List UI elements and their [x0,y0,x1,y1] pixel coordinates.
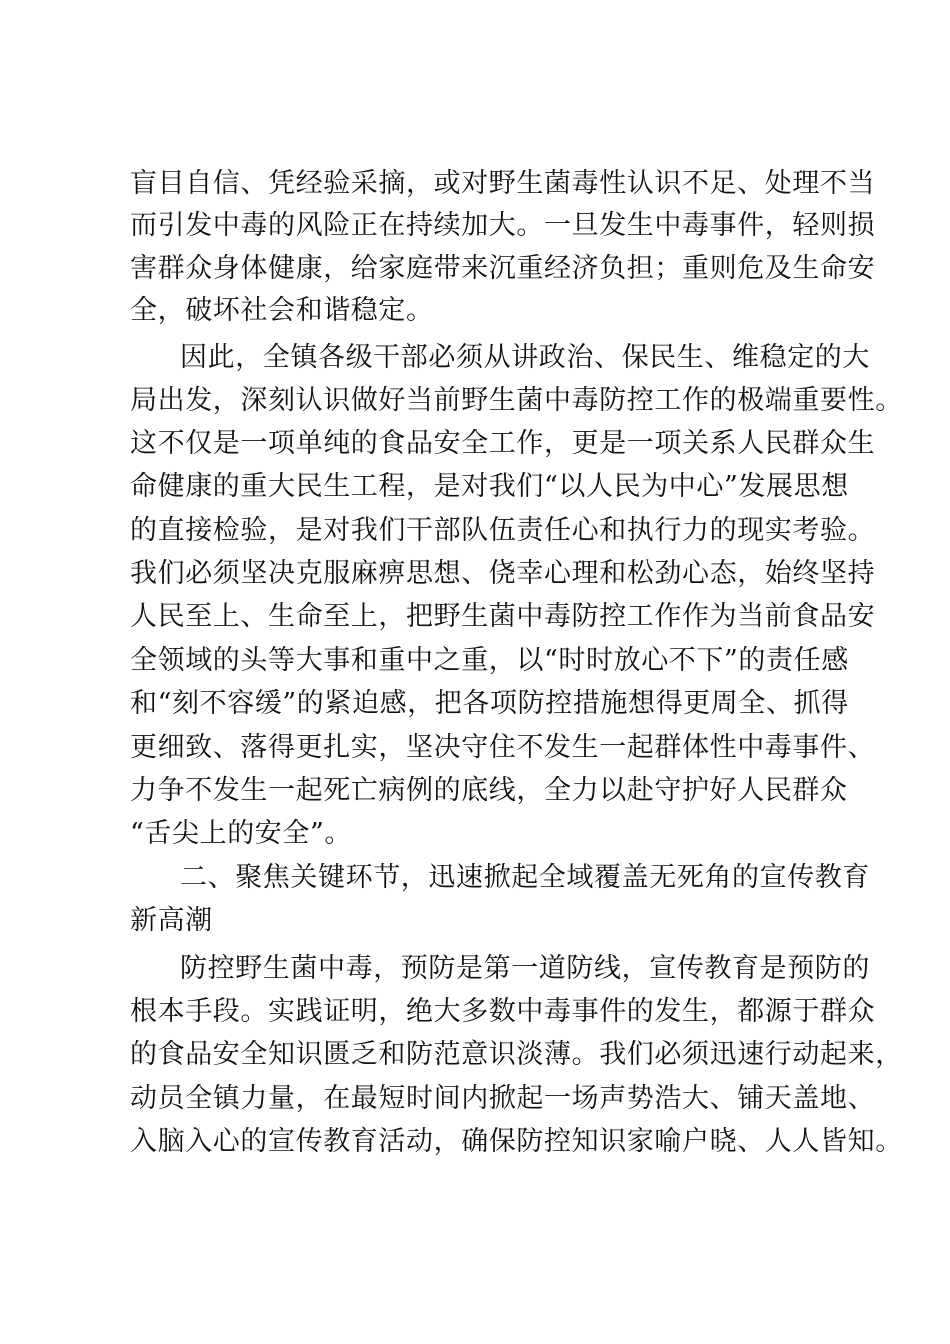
text-line: 力争不发生一起死亡病例的底线，全力以赴守护好人民群众 [130,775,848,806]
text-line: 全领域的头等大事和重中之重，以“时时放心不下”的责任感 [130,645,849,676]
text-line: 根本手段。实践证明，绝大多数中毒事件的发生，都源于群众 [130,996,876,1027]
text-line: 更细致、落得更扎实，坚决守住不发生一起群体性中毒事件、 [130,732,876,763]
section-heading: 二、聚焦关键环节，迅速掀起全域覆盖无死角的宣传教育 [180,862,870,893]
text-line: 这不仅是一项单纯的食品安全工作，更是一项关系人民群众生 [130,428,876,459]
section-heading-continued: 新高潮 [130,905,213,936]
text-line: 的直接检验，是对我们干部队伍责任心和执行力的现实考验。 [130,515,876,546]
text-line: 我们必须坚决克服麻痹思想、侥幸心理和松劲心态，始终坚持 [130,558,876,589]
text-line: 局出发，深刻认识做好当前野生菌中毒防控工作的极端重要性。 [130,385,903,416]
text-line: 盲目自信、凭经验采摘，或对野生菌毒性认识不足、处理不当 [130,168,876,199]
text-line: “舌尖上的安全”。 [130,818,353,849]
text-line: 动员全镇力量，在最短时间内掀起一场声势浩大、铺天盖地、 [130,1083,876,1114]
paragraph-start-line: 防控野生菌中毒，预防是第一道防线，宣传教育是预防的 [180,953,870,984]
text-line: 而引发中毒的风险正在持续加大。一旦发生中毒事件，轻则损 [130,210,876,241]
text-line: 和“刻不容缓”的紧迫感，把各项防控措施想得更周全、抓得 [130,688,849,719]
text-line: 命健康的重大民生工程，是对我们“以人民为中心”发展思想 [130,471,849,502]
text-line: 全，破坏社会和谐稳定。 [130,295,434,326]
text-line: 害群众身体健康，给家庭带来沉重经济负担；重则危及生命安 [130,253,876,284]
text-line: 的食品安全知识匮乏和防范意识淡薄。我们必须迅速行动起来， [130,1039,903,1070]
paragraph-start-line: 因此，全镇各级干部必须从讲政治、保民生、维稳定的大 [180,342,870,373]
text-line: 入脑入心的宣传教育活动，确保防控知识家喻户晓、人人皆知。 [130,1126,903,1157]
text-line: 人民至上、生命至上，把野生菌中毒防控工作作为当前食品安 [130,601,876,632]
